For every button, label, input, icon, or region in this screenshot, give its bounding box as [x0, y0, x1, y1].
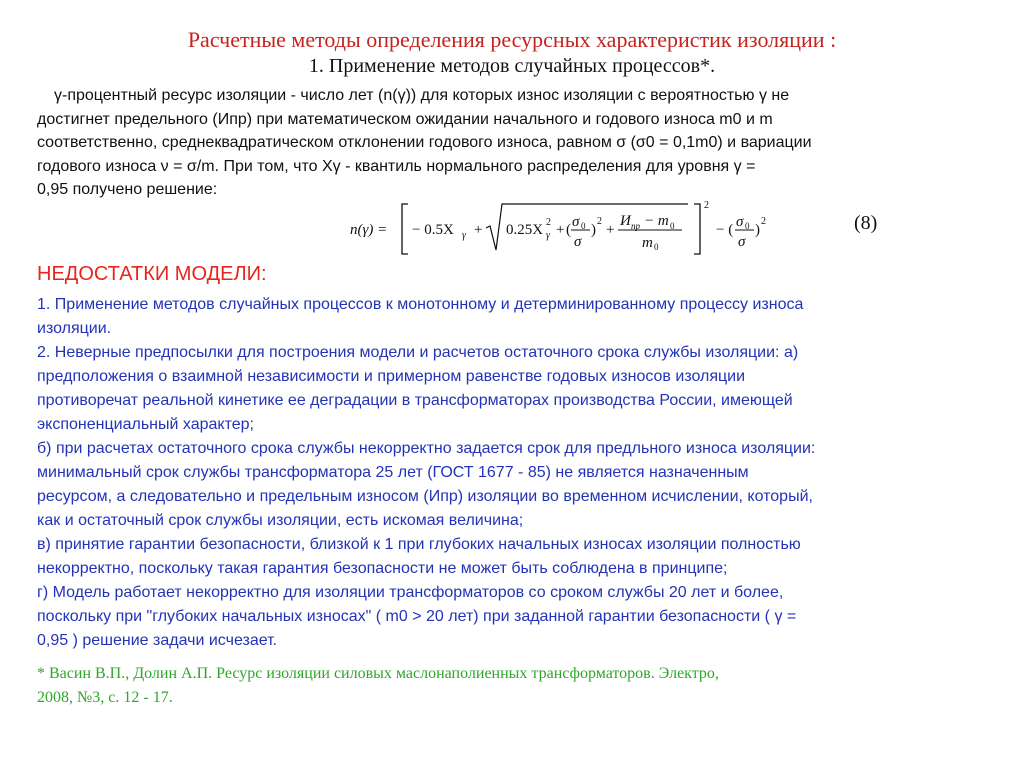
- drawback-line: как и остаточный срок службы изоляции, есть искомая величина;: [37, 512, 524, 529]
- formula: [350, 198, 790, 258]
- formula-num: И: [620, 213, 631, 229]
- formula-minus: − (: [716, 222, 734, 238]
- drawback-line: ресурсом, а следовательно и предельным износом (Ипр) изоляции во временном исчислении, который,: [37, 488, 813, 505]
- formula-den-m: m: [642, 235, 653, 251]
- formula-sub0: 0: [581, 221, 586, 231]
- formula-sub0: 0: [654, 242, 659, 252]
- drawback-line: некорректно, поскольку такая гарантия безопасности не может быть соблюдена в принципе;: [37, 560, 728, 577]
- drawbacks-list: [37, 293, 997, 653]
- intro-line: достигнет предельного (Ипр) при математическом ожидании начального и годового износа m0 и m: [37, 110, 773, 128]
- drawback-line: г) Модель работает некорректно для изоляции трансформаторов со сроком службы 20 лет и более,: [37, 584, 784, 601]
- formula-plus: +: [556, 222, 565, 238]
- right-bracket: [694, 204, 700, 254]
- left-bracket: [402, 204, 408, 254]
- formula-close: ): [591, 222, 596, 238]
- intro-line: годового износа ν = σ/m. При том, что Xγ - квантиль нормального распределения для уровня γ =: [37, 157, 756, 175]
- formula-sigma: σ: [738, 234, 746, 250]
- intro-paragraph: [37, 84, 977, 202]
- drawback-line: 2. Неверные предпосылки для построения модели и расчетов остаточного срока службы изоляции: а): [37, 344, 799, 361]
- intro-line: γ-процентный ресурс изоляции - число лет (n(γ)) для которых износ изоляции с вероятностью γ не: [54, 87, 790, 104]
- formula-sigma: σ: [574, 234, 582, 250]
- formula-sub-pr: пр: [631, 221, 640, 231]
- formula-sub-gamma: γ: [546, 230, 550, 241]
- formula-open: (: [566, 222, 571, 238]
- drawbacks-heading: НЕДОСТАТКИ МОДЕЛИ:: [37, 263, 267, 285]
- drawback-line: 0,95 ) решение задачи исчезает.: [37, 632, 278, 649]
- formula-term1: − 0.5X: [412, 222, 454, 238]
- formula-minus-m0: − m: [644, 213, 669, 229]
- drawback-line: поскольку при "глубоких начальных износах" ( m0 > 20 лет) при заданной гарантии безопасности ( γ =: [37, 608, 797, 625]
- formula-root-term: 0.25X: [506, 222, 544, 238]
- formula-sub0: 0: [670, 221, 675, 231]
- drawback-line: в) принятие гарантии безопасности, близкой к 1 при глубоких начальных износах изоляции полностью: [37, 536, 801, 553]
- drawback-line: экспоненциальный характер;: [37, 416, 254, 433]
- formula-sub-gamma: γ: [462, 230, 466, 241]
- equation-number: (8): [854, 212, 878, 234]
- reference-line: 2008, №3, с. 12 - 17.: [37, 689, 173, 706]
- drawback-line: минимальный срок службы трансформатора 25 лет (ГОСТ 1677 - 85) не является назначенным: [37, 464, 749, 481]
- slide-subtitle: 1. Применение методов случайных процессов*.: [308, 55, 716, 77]
- formula-sup2: 2: [704, 200, 709, 211]
- drawback-line: предположения о взаимной независимости и примерном равенстве годовых износов изоляции: [37, 368, 746, 385]
- formula-sup2: 2: [597, 216, 602, 227]
- reference-line: * Васин В.П., Долин А.П. Ресурс изоляции силовых маслонаполиенных трансформаторов. Электро,: [37, 665, 719, 682]
- intro-line: 0,95 получено решение:: [37, 181, 218, 198]
- formula-sigma0: σ: [736, 214, 744, 230]
- formula-sup2: 2: [761, 216, 766, 227]
- formula-close: ): [755, 222, 760, 238]
- formula-plus: +: [474, 222, 483, 238]
- slide-title: Расчетные методы определения ресурсных характеристик изоляции :: [187, 27, 837, 52]
- formula-sigma0: σ: [572, 214, 580, 230]
- formula-sup2: 2: [546, 217, 551, 228]
- reference: [37, 662, 977, 710]
- drawback-line: б) при расчетах остаточного срока службы некорректно задается срок для предльного износа изоляции:: [37, 440, 816, 457]
- drawback-line: изоляции.: [37, 320, 112, 337]
- formula-lhs: n(γ) =: [350, 222, 388, 238]
- intro-line: соответственно, среднеквадратическом отклонении годового износа, равном σ (σ0 = 0,1m0) и вариации: [37, 134, 812, 151]
- formula-sub0: 0: [745, 221, 750, 231]
- drawback-line: противоречат реальной кинетике ее деградации в трансформаторах производства России, имеющей: [37, 392, 793, 409]
- formula-plus2: +: [606, 222, 615, 238]
- drawback-line: 1. Применение методов случайных процессов к монотонному и детерминированному процессу износа: [37, 296, 804, 313]
